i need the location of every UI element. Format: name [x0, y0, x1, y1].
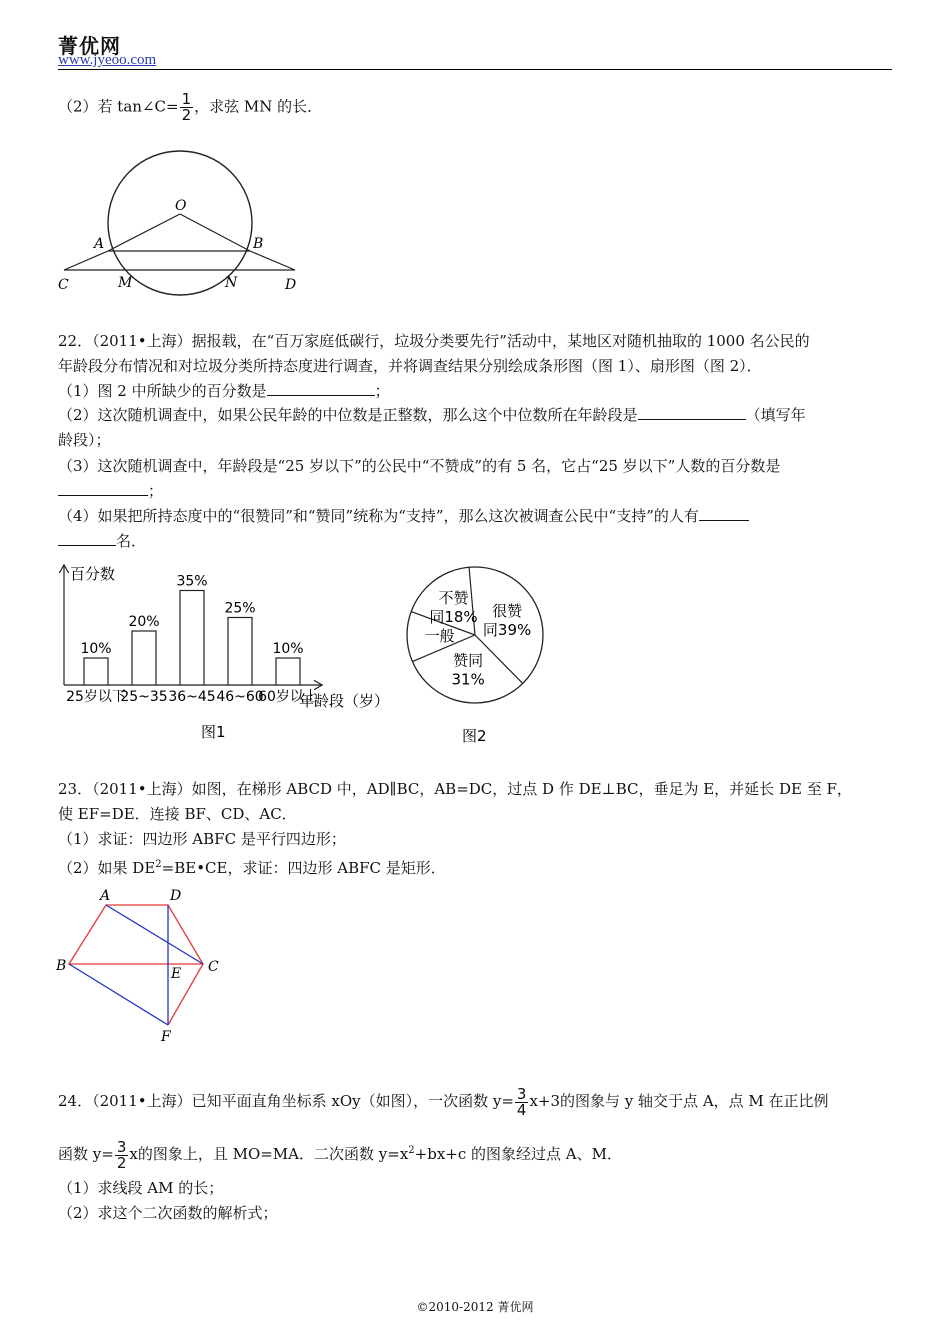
segment-bd	[250, 251, 295, 270]
bar-value-label: 10%	[80, 641, 112, 657]
category-tick-label: 46~60	[216, 689, 264, 705]
q22-part3: （3）这次随机调查中，年龄段是“25 岁以下”的公民中“不赞成”的有 5 名，它占“25 岁以下”人数的百分数是	[58, 457, 781, 475]
category-tick-label: 25岁以下	[66, 689, 126, 705]
label-a: A	[94, 236, 105, 252]
q22-part1: （1）图 2 中所缺少的百分数是 ；	[58, 382, 390, 400]
fraction: $\frac{3}{2}$	[116, 1137, 127, 1172]
circle-figure	[52, 148, 312, 298]
answer-blank[interactable]	[58, 481, 148, 496]
bar-4	[276, 658, 300, 685]
q22-stem-line1: 22．（2011•上海）据报载，在“百万家庭低碳行，垃圾分类要先行”活动中，某地区对随机抽取的 1000 名公民的	[58, 332, 810, 350]
trapezoid-figure	[52, 885, 232, 1045]
segment-ac	[106, 905, 203, 964]
label-m: M	[118, 275, 133, 291]
label-b: B	[253, 236, 264, 252]
label-f: F	[161, 1029, 171, 1045]
circle-o	[108, 151, 252, 295]
segment-bf	[69, 964, 168, 1025]
q23-part2: （2）如果 $DE^2=BE•CE$，求证：四边形 ABFC 是矩形．	[58, 859, 446, 877]
bar-0	[84, 658, 108, 685]
label-d: D	[170, 888, 182, 904]
q22-part2-line2: 龄段）；	[58, 431, 111, 449]
footer-copyright: ©2010-2012 菁优网	[416, 1300, 534, 1314]
q23-stem-line2: 使 EF=DE．连接 BF、CD、AC．	[58, 805, 297, 823]
segment-ca	[64, 251, 108, 270]
pie-slice-label: 一般	[424, 626, 455, 645]
segment-ob	[180, 214, 250, 251]
pie-slice-label: 同18%	[429, 607, 478, 626]
y-axis-label: 百分数	[70, 565, 116, 583]
q24-line2: 函数 y= $\frac{3}{2}$ x的图象上，且 MO=MA．二次函数 $y=x^2+bx+c$ 的图象经过点 A、M．	[58, 1137, 622, 1172]
category-tick-label: 25~35	[120, 689, 168, 705]
bar-2	[180, 591, 204, 686]
fraction: $\frac{3}{4}$	[516, 1084, 527, 1119]
bar-1	[132, 631, 156, 685]
label-c: C	[208, 959, 219, 975]
answer-blank[interactable]	[638, 405, 746, 420]
bar-value-label: 10%	[272, 641, 304, 657]
label-n: N	[225, 275, 238, 291]
trapezoid-abcd	[69, 905, 203, 964]
bar-3	[228, 618, 252, 686]
label-a: A	[100, 888, 111, 904]
bar-value-label: 20%	[128, 614, 160, 630]
answer-blank[interactable]	[699, 506, 749, 521]
fraction: $\frac{1}{2}$	[181, 90, 192, 124]
label-d: D	[285, 277, 297, 293]
q22-stem-line2: 年龄段分布情况和对垃圾分类所持态度进行调查，并将调查结果分别绘成条形图（图 1）、扇形图（图 2）．	[58, 357, 762, 375]
q22-part4-line2: 名．	[58, 531, 146, 551]
q23-stem-line1: 23．（2011•上海）如图，在梯形 ABCD 中，AD∥BC，AB=DC，过点 D 作 DE⊥BC，垂足为 E，并延长 DE 至 F，	[58, 780, 852, 798]
pie-chart	[405, 565, 550, 750]
pie-slice-label: 不赞	[438, 588, 469, 607]
q24-part1: （1）求线段 AM 的长；	[58, 1179, 224, 1197]
q22-part2: （2）这次随机调查中，如果公民年龄的中位数是正整数，那么这个中位数所在年龄段是 （填写年	[58, 406, 806, 424]
q21-part2: （2）若 tan∠C= $\frac{1}{2}$ ，求弦 MN 的长．	[58, 90, 323, 124]
category-tick-label: 60岁以上	[258, 689, 318, 705]
site-url-link[interactable]: www.jyeoo.com	[58, 52, 157, 68]
header-divider	[58, 69, 892, 70]
q22-part4: （4）如果把所持态度中的“很赞同”和“赞同”统称为“支持”，那么这次被调查公民中“支持”的人有	[58, 506, 749, 526]
figure-2-caption: 图2	[462, 727, 487, 745]
figure-1-caption: 图1	[201, 723, 226, 741]
q24-part2: （2）求这个二次函数的解析式；	[58, 1204, 278, 1222]
site-name: 菁优网	[58, 34, 121, 58]
bar-value-label: 35%	[176, 573, 208, 590]
label-b: B	[56, 958, 67, 974]
x-axis-label: 年龄段（岁）	[299, 692, 390, 710]
segment-oa	[108, 214, 180, 251]
pie-slice-label: 同39%	[482, 621, 532, 640]
pie-slice-label: 很赞	[492, 602, 523, 621]
q23-part1: （1）求证：四边形 ABFC 是平行四边形；	[58, 830, 346, 848]
q24-line1: 24．（2011•上海）已知平面直角坐标系 xOy（如图），一次函数 y= $\frac{3}{4}$ x+3的图象与 y 轴交于点 A，点 M 在正比例	[58, 1084, 829, 1119]
label-e: E	[171, 966, 182, 982]
bar-value-label: 25%	[224, 600, 256, 617]
pie-slice-label: 31%	[451, 670, 485, 689]
answer-blank[interactable]	[267, 381, 375, 396]
pie-slice-label: 赞同	[453, 651, 484, 670]
bar-chart	[56, 560, 401, 750]
label-c: C	[58, 277, 69, 293]
category-tick-label: 36~45	[168, 689, 216, 705]
answer-blank[interactable]	[58, 531, 116, 546]
q22-part3-line2: ；	[58, 481, 163, 501]
label-o: O	[175, 198, 187, 214]
